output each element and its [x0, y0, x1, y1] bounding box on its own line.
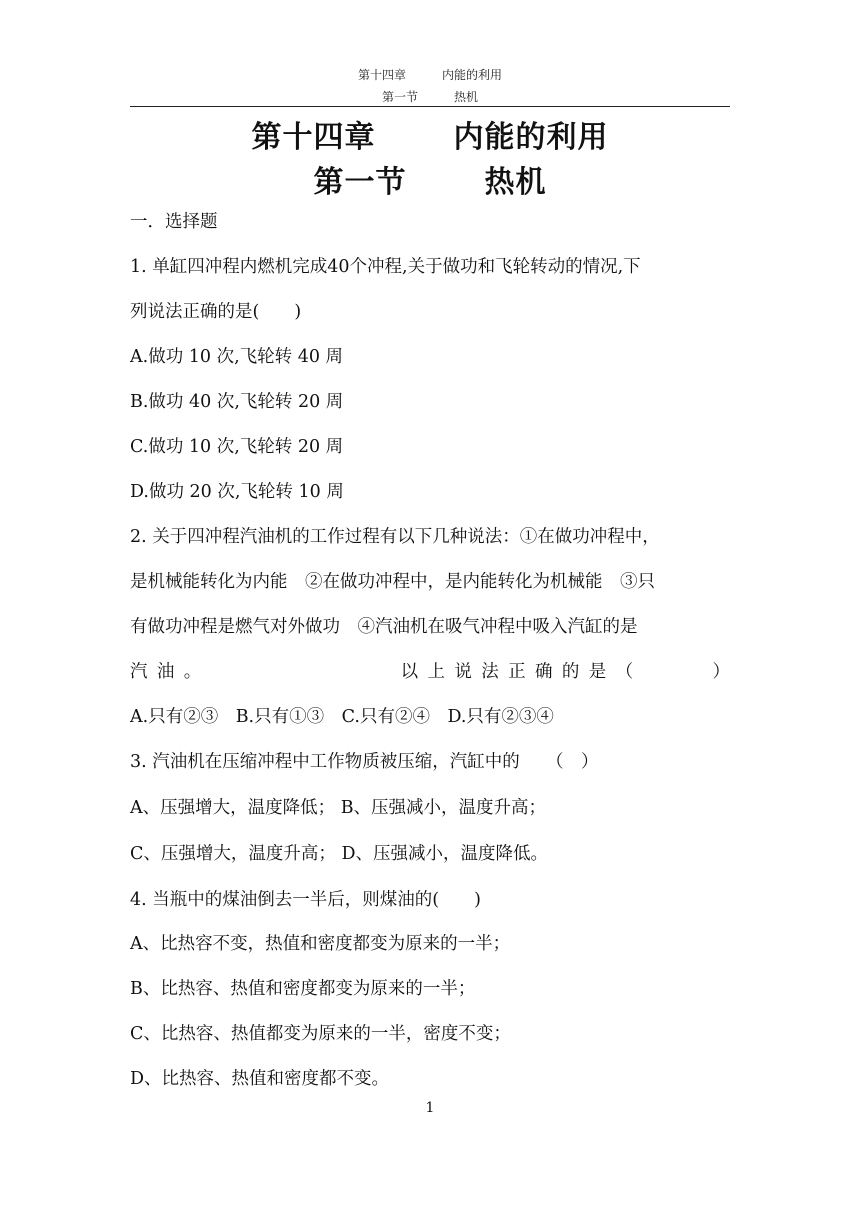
q4-option-c: C、比热容、热值都变为原来的一半，密度不变；	[130, 1024, 511, 1044]
header-divider	[130, 106, 730, 107]
q4-option-b: B、比热容、热值和密度都变为原来的一半；	[130, 979, 476, 999]
running-header-section	[130, 88, 730, 105]
q4-stem: 4. 当瓶中的煤油倒去一半后，则煤油的( )	[130, 890, 481, 910]
q1-option-d: D.做功 20 次,飞轮转 10 周	[130, 482, 344, 502]
q2-char: ）	[712, 662, 730, 682]
running-header-chapter	[130, 66, 730, 83]
header-section-number: 第一节	[381, 90, 418, 104]
q2-options: A.只有②③ B.只有①③ C.只有②④ D.只有②③④	[130, 707, 554, 727]
q2-stem-line2: 是机械能转化为内能 ②在做功冲程中，是内能转化为机械能 ③只	[130, 572, 655, 592]
q2-char: 油	[156, 662, 175, 682]
q2-char: 。	[183, 662, 202, 682]
q1-option-a: A.做功 10 次,飞轮转 40 周	[130, 347, 344, 367]
q4-option-a: A、比热容不变，热值和密度都变为原来的一半；	[130, 934, 511, 954]
q4-option-d: D、比热容、热值和密度都不变。	[130, 1069, 390, 1089]
q2-char: （	[615, 662, 634, 682]
q3-options-line2: C、压强增大，温度升高； D、压强减小，温度降低。	[130, 844, 548, 864]
q2-stem-line3: 有做功冲程是燃气对外做功 ④汽油机在吸气冲程中吸入汽缸的是	[130, 617, 638, 637]
q1-stem-line1: 1. 单缸四冲程内燃机完成40个冲程,关于做功和飞轮转动的情况,下	[130, 257, 641, 277]
q2-stem-line1: 2. 关于四冲程汽油机的工作过程有以下几种说法：①在做功冲程中，	[130, 527, 660, 547]
section-number: 第一节	[313, 165, 407, 200]
chapter-title	[130, 112, 730, 156]
q2-char: 以	[400, 662, 419, 682]
section-name: 热机	[484, 165, 547, 200]
q2-char: 确	[535, 662, 553, 682]
section-title	[130, 157, 730, 201]
q2-char: 的	[561, 662, 580, 682]
q2-stem-line4	[130, 660, 730, 684]
header-chapter-title: 内能的利用	[442, 68, 503, 82]
q3-stem: 3. 汽油机在压缩冲程中工作物质被压缩，汽缸中的 （ ）	[130, 752, 599, 772]
q3-options-line1: A、压强增大，温度降低； B、压强减小，温度升高；	[130, 798, 547, 818]
q2-char: 是	[588, 662, 607, 682]
section-heading: 一．选择题	[130, 212, 218, 232]
chapter-name: 内能的利用	[453, 120, 609, 155]
page-number: 1	[425, 1100, 435, 1116]
header-chapter-number: 第十四章	[357, 68, 406, 82]
chapter-number: 第十四章	[251, 120, 376, 155]
header-section-title: 热机	[454, 90, 479, 104]
q2-char: 正	[508, 662, 526, 682]
q2-char: 上	[427, 662, 445, 682]
q2-char: 汽	[130, 662, 148, 682]
q2-char: 说	[454, 662, 472, 682]
q2-char: 法	[481, 662, 499, 682]
q1-stem-line2: 列说法正确的是( )	[130, 302, 302, 322]
q1-option-c: C.做功 10 次,飞轮转 20 周	[130, 437, 344, 457]
q1-option-b: B.做功 40 次,飞轮转 20 周	[130, 392, 344, 412]
